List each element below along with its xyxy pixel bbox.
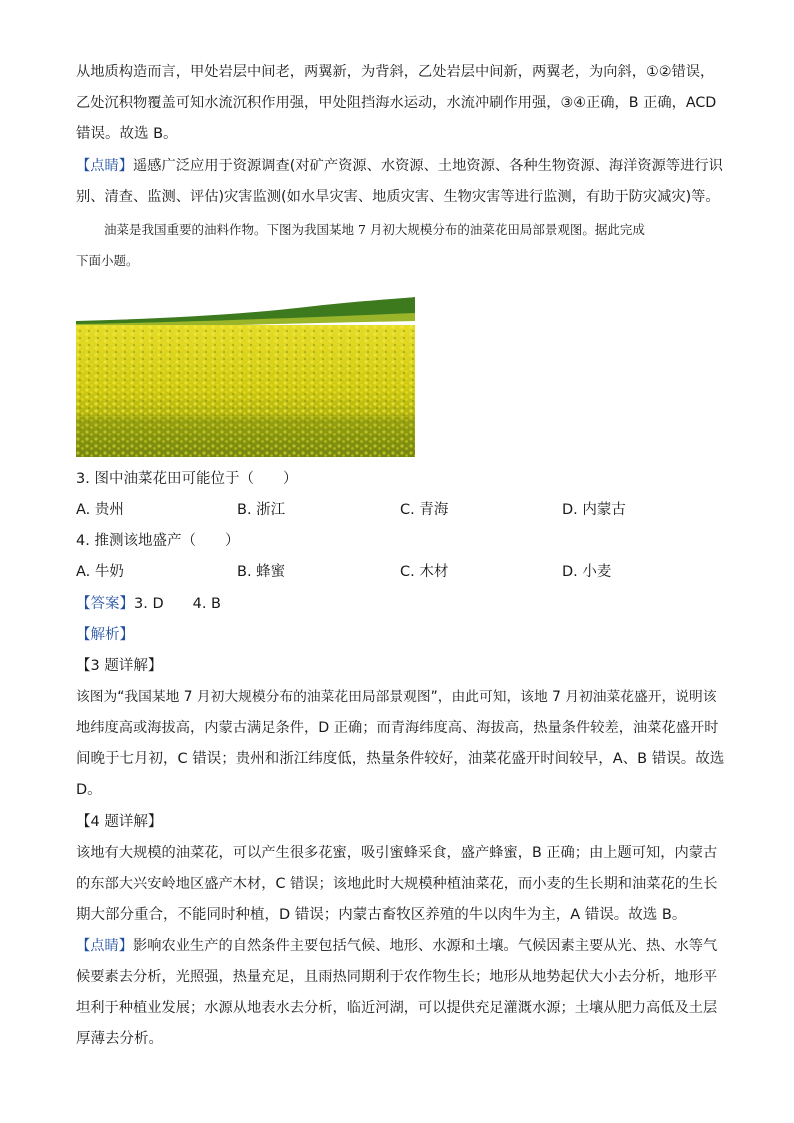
answer-tag: 【答案】 [76, 596, 134, 612]
q4-option-b: B. 蜂蜜 [237, 564, 286, 580]
text-line: 乙处沉积物覆盖可知水流沉积作用强，甲处阻挡海水运动，水流冲刷作用强，③④正确，B 正确，ACD [76, 95, 717, 111]
text-line: 从地质构造而言，甲处岩层中间老，两翼新，为背斜，乙处岩层中间新，两翼老，为向斜，①②错误， [76, 64, 715, 80]
q4-option-a: A. 牛奶 [76, 564, 124, 580]
text-line [76, 156, 723, 176]
dianjing-text: 遥感广泛应用于资源调查(对矿产资源、水资源、土地资源、各种生物资源、海洋资源等进行识 [133, 158, 723, 174]
answer-line [76, 594, 221, 614]
question-4-stem: 4. 推测该地盛产（ ） [76, 533, 240, 549]
detail-3-tag: 【3 题详解】 [76, 658, 163, 674]
text-line: 厚薄去分析。 [76, 1031, 163, 1047]
intro-line: 油菜是我国重要的油料作物。下图为我国某地 7 月初大规模分布的油菜花田局部景观图。据此完成 [104, 222, 645, 237]
answer-text: 3. D 4. B [134, 596, 221, 612]
rapeseed-field-image [76, 297, 415, 457]
text-line: 候要素去分析，光照强，热量充足，且雨热同期利于农作物生长；地形从地势起伏大小去分析，地形平 [76, 969, 718, 985]
dianjing-tag: 【点睛】 [76, 158, 134, 174]
q3-option-b: B. 浙江 [237, 502, 286, 518]
text-line: 该地有大规模的油菜花，可以产生很多花蜜，吸引蜜蜂采食，盛产蜂蜜，B 正确；由上题可知，内蒙古 [76, 845, 718, 861]
text-line: 地纬度高或海拔高，内蒙古满足条件，D 正确；而青海纬度高、海拔高，热量条件较差，油菜花盛开时 [76, 720, 719, 736]
text-line: 间晚于七月初，C 错误；贵州和浙江纬度低，热量条件较好，油菜花盛开时间较早，A、B 错误。故选 [76, 751, 725, 767]
intro-line: 下面小题。 [76, 253, 139, 268]
q4-option-c: C. 木材 [400, 564, 449, 580]
q3-option-c: C. 青海 [400, 502, 449, 518]
text-line: 别、清查、监测、评估)灾害监测(如水旱灾害、地质灾害、生物灾害等进行监测，有助于防灾减灾)等。 [76, 189, 720, 205]
text-line [76, 936, 717, 956]
rapeseed-field-photo [76, 297, 415, 457]
jiexi-tag: 【解析】 [76, 627, 134, 643]
dianjing-tag: 【点睛】 [76, 938, 134, 954]
text-line: 坦利于种植业发展；水源从地表水去分析，临近河湖，可以提供充足灌溉水源；土壤从肥力高低及土层 [76, 1000, 718, 1016]
text-line: 的东部大兴安岭地区盛产木材，C 错误；该地此时大规模种植油菜花，而小麦的生长期和油菜花的生长 [76, 876, 718, 892]
text-line: 该图为“我国某地 7 月初大规模分布的油菜花田局部景观图”，由此可知，该地 7 月初油菜花盛开，说明该 [76, 689, 717, 705]
q3-option-a: A. 贵州 [76, 502, 124, 518]
q4-option-d: D. 小麦 [562, 564, 612, 580]
question-3-stem: 3. 图中油菜花田可能位于（ ） [76, 471, 298, 487]
text-line: 期大部分重合，不能同时种植，D 错误；内蒙古畜牧区养殖的牛以肉牛为主，A 错误。故选 B。 [76, 907, 687, 923]
text-line: 错误。故选 B。 [76, 126, 178, 142]
text-line: D。 [76, 782, 102, 798]
dianjing-text: 影响农业生产的自然条件主要包括气候、地形、水源和土壤。气候因素主要从光、热、水等气 [133, 938, 718, 954]
q3-option-d: D. 内蒙古 [562, 502, 626, 518]
detail-4-tag: 【4 题详解】 [76, 814, 163, 830]
